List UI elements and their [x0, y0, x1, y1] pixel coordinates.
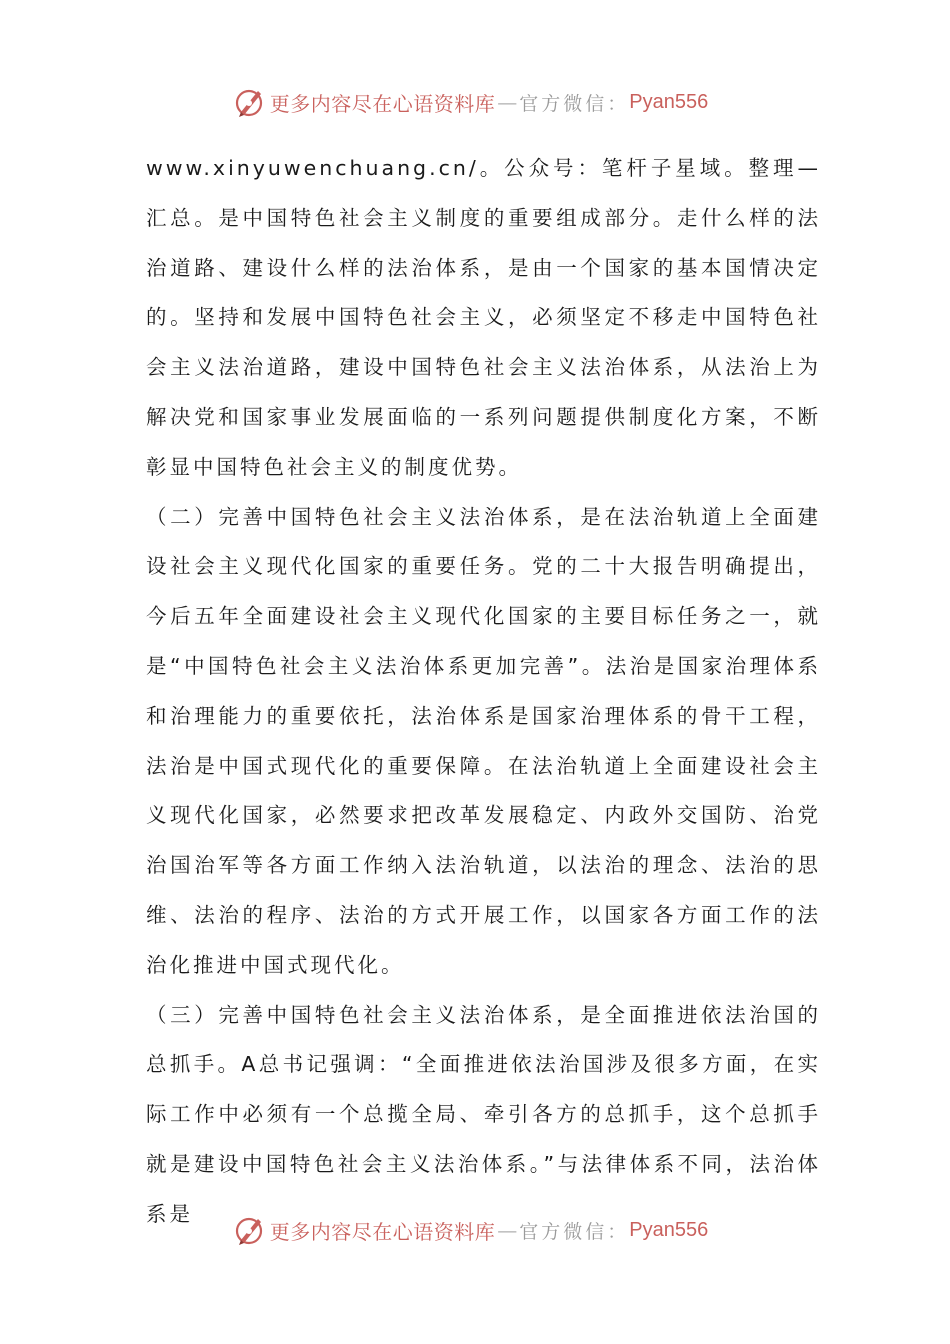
- footer-banner: [0, 1210, 950, 1250]
- footer-wechat-label: 官方微信：: [519, 1220, 630, 1243]
- header-dash: —: [497, 90, 518, 114]
- paragraph-2: （二）完善中国特色社会主义法治体系，是在法治轨道上全面建设社会主义现代化国家的重要任务。党的二十大报告明确提出，今后五年全面建设社会主义现代化国家的主要目标任务之一，就是“中国特色社会主义法治体系更加完善”。法治是国家治理体系和治理能力的重要依托，法治体系是国家治理体系的骨干工程，法治是中国式现代化的重要保障。在法治轨道上全面建设社会主义现代化国家，必然要求把改革发展稳定、内政外交国防、治党治国治军等各方面工作纳入法治轨道，以法治的理念、法治的思维、法治的程序、法治的方式开展工作，以国家各方面工作的法治化推进中国式现代化。: [146, 504, 821, 977]
- paragraph-3: （三）完善中国特色社会主义法治体系，是全面推进依法治国的总抓手。A总书记强调：“全面推进依法治国涉及很多方面，在实际工作中必须有一个总揽全局、牵引各方的总抓手，这个总抓手就是建设中国特色社会主义法治体系。”与法律体系不同，法治体系是: [146, 1002, 821, 1226]
- pen-circle-logo-icon: [232, 1213, 266, 1247]
- document-body: [146, 144, 821, 1240]
- footer-slogan: 更多内容尽在心语资料库: [269, 1219, 496, 1244]
- footer-wechat-id: Pyan556: [629, 1218, 709, 1241]
- header-wechat-label: 官方微信：: [519, 92, 630, 115]
- header-wechat-id: Pyan556: [629, 90, 709, 113]
- header-slogan: 更多内容尽在心语资料库: [269, 91, 496, 116]
- pen-circle-logo-icon: [232, 85, 266, 119]
- header-banner: [0, 82, 950, 122]
- paragraph-1: www.xinyuwenchuang.cn/。公众号：笔杆子星域。整理—汇总。是中国特色社会主义制度的重要组成部分。走什么样的法治道路、建设什么样的法治体系，是由一个国家的基本国情决定的。坚持和发展中国特色社会主义，必须坚定不移走中国特色社会主义法治道路，建设中国特色社会主义法治体系，从法治上为解决党和国家事业发展面临的一系列问题提供制度化方案，不断彰显中国特色社会主义的制度优势。: [146, 156, 821, 479]
- footer-dash: —: [497, 1218, 518, 1242]
